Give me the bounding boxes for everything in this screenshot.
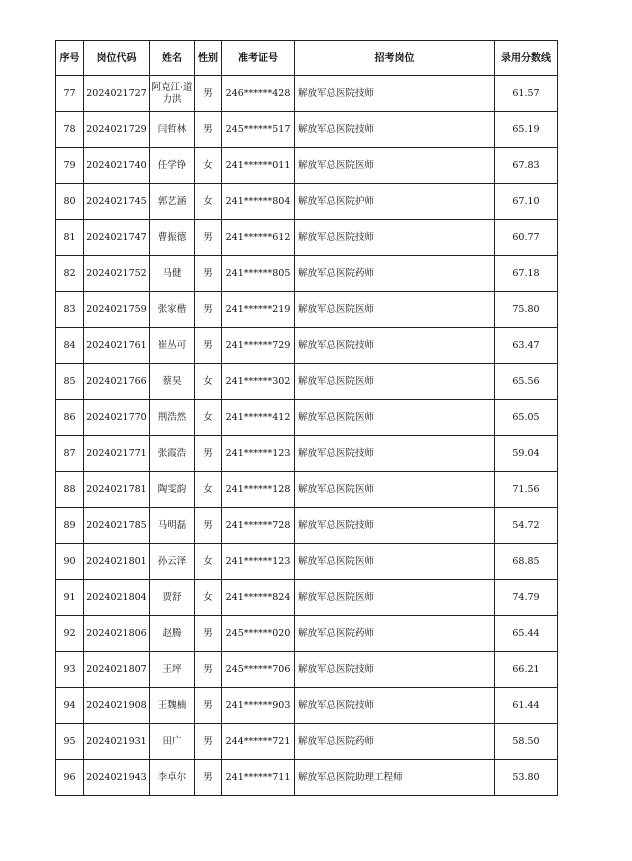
table-row	[56, 688, 558, 724]
gender-cell: 男	[195, 508, 222, 544]
recruitment-post-cell: 解放军总医院护师	[295, 184, 495, 220]
serial-number-cell: 92	[56, 616, 84, 652]
gender-cell: 女	[195, 400, 222, 436]
name-cell: 任学铮	[150, 148, 195, 184]
name-cell: 郭艺涵	[150, 184, 195, 220]
exam-number-cell: 241******729	[222, 328, 295, 364]
gender-cell: 男	[195, 760, 222, 796]
exam-number-cell: 241******302	[222, 364, 295, 400]
position-code-cell: 2024021943	[84, 760, 150, 796]
position-code-cell: 2024021771	[84, 436, 150, 472]
table-row	[56, 508, 558, 544]
name-cell: 张霞浩	[150, 436, 195, 472]
table-row	[56, 652, 558, 688]
position-code-cell: 2024021752	[84, 256, 150, 292]
table-row	[56, 616, 558, 652]
recruitment-post-cell: 解放军总医院技师	[295, 220, 495, 256]
position-code-cell: 2024021806	[84, 616, 150, 652]
exam-number-cell: 246******428	[222, 76, 295, 112]
serial-number-cell: 88	[56, 472, 84, 508]
table-row	[56, 436, 558, 472]
gender-cell: 女	[195, 544, 222, 580]
position-code-cell: 2024021770	[84, 400, 150, 436]
recruitment-post-cell: 解放军总医院医师	[295, 292, 495, 328]
recruitment-post-cell: 解放军总医院医师	[295, 148, 495, 184]
header-gender: 性别	[195, 41, 222, 76]
gender-cell: 男	[195, 292, 222, 328]
cutoff-score-cell: 75.80	[495, 292, 558, 328]
cutoff-score-cell: 71.56	[495, 472, 558, 508]
table-row	[56, 292, 558, 328]
serial-number-cell: 81	[56, 220, 84, 256]
serial-number-cell: 85	[56, 364, 84, 400]
recruitment-post-cell: 解放军总医院技师	[295, 436, 495, 472]
table-body	[56, 76, 558, 796]
recruitment-post-cell: 解放军总医院技师	[295, 652, 495, 688]
position-code-cell: 2024021727	[84, 76, 150, 112]
cutoff-score-cell: 61.57	[495, 76, 558, 112]
name-cell: 张家楷	[150, 292, 195, 328]
gender-cell: 男	[195, 436, 222, 472]
gender-cell: 男	[195, 256, 222, 292]
name-cell: 贾舒	[150, 580, 195, 616]
cutoff-score-cell: 58.50	[495, 724, 558, 760]
cutoff-score-cell: 60.77	[495, 220, 558, 256]
name-cell: 荆浩然	[150, 400, 195, 436]
name-cell: 马健	[150, 256, 195, 292]
header-row	[56, 41, 558, 76]
exam-number-cell: 241******804	[222, 184, 295, 220]
table-row	[56, 148, 558, 184]
recruitment-post-cell: 解放军总医院技师	[295, 76, 495, 112]
recruitment-post-cell: 解放军总医院技师	[295, 688, 495, 724]
exam-number-cell: 241******824	[222, 580, 295, 616]
serial-number-cell: 86	[56, 400, 84, 436]
serial-number-cell: 94	[56, 688, 84, 724]
position-code-cell: 2024021747	[84, 220, 150, 256]
name-cell: 闫哲林	[150, 112, 195, 148]
name-cell: 王坪	[150, 652, 195, 688]
serial-number-cell: 93	[56, 652, 84, 688]
gender-cell: 男	[195, 220, 222, 256]
exam-number-cell: 245******517	[222, 112, 295, 148]
position-code-cell: 2024021759	[84, 292, 150, 328]
table-row	[56, 112, 558, 148]
table-row	[56, 256, 558, 292]
exam-number-cell: 245******020	[222, 616, 295, 652]
cutoff-score-cell: 59.04	[495, 436, 558, 472]
gender-cell: 女	[195, 580, 222, 616]
gender-cell: 男	[195, 616, 222, 652]
gender-cell: 男	[195, 724, 222, 760]
gender-cell: 男	[195, 76, 222, 112]
table-row	[56, 184, 558, 220]
exam-number-cell: 241******123	[222, 544, 295, 580]
recruitment-post-cell: 解放军总医院技师	[295, 112, 495, 148]
exam-number-cell: 241******123	[222, 436, 295, 472]
serial-number-cell: 78	[56, 112, 84, 148]
table-row	[56, 76, 558, 112]
position-code-cell: 2024021745	[84, 184, 150, 220]
cutoff-score-cell: 65.19	[495, 112, 558, 148]
cutoff-score-cell: 65.44	[495, 616, 558, 652]
position-code-cell: 2024021785	[84, 508, 150, 544]
recruitment-post-cell: 解放军总医院技师	[295, 328, 495, 364]
header-name: 姓名	[150, 41, 195, 76]
name-cell: 孙云泽	[150, 544, 195, 580]
name-cell: 阿克江·道力洪	[150, 76, 195, 112]
serial-number-cell: 82	[56, 256, 84, 292]
cutoff-score-cell: 68.85	[495, 544, 558, 580]
name-cell: 王魏楠	[150, 688, 195, 724]
recruitment-post-cell: 解放军总医院医师	[295, 472, 495, 508]
position-code-cell: 2024021908	[84, 688, 150, 724]
serial-number-cell: 83	[56, 292, 84, 328]
exam-number-cell: 241******728	[222, 508, 295, 544]
exam-number-cell: 244******721	[222, 724, 295, 760]
recruitment-post-cell: 解放军总医院医师	[295, 580, 495, 616]
cutoff-score-cell: 67.10	[495, 184, 558, 220]
position-code-cell: 2024021740	[84, 148, 150, 184]
exam-number-cell: 241******805	[222, 256, 295, 292]
recruitment-post-cell: 解放军总医院医师	[295, 544, 495, 580]
serial-number-cell: 91	[56, 580, 84, 616]
recruitment-post-cell: 解放军总医院助理工程师	[295, 760, 495, 796]
position-code-cell: 2024021801	[84, 544, 150, 580]
gender-cell: 男	[195, 328, 222, 364]
serial-number-cell: 79	[56, 148, 84, 184]
gender-cell: 女	[195, 148, 222, 184]
table-row	[56, 472, 558, 508]
table-row	[56, 328, 558, 364]
serial-number-cell: 84	[56, 328, 84, 364]
cutoff-score-cell: 74.79	[495, 580, 558, 616]
exam-number-cell: 241******011	[222, 148, 295, 184]
name-cell: 崔丛可	[150, 328, 195, 364]
cutoff-score-cell: 53.80	[495, 760, 558, 796]
serial-number-cell: 87	[56, 436, 84, 472]
exam-number-cell: 241******412	[222, 400, 295, 436]
header-exam-number: 准考证号	[222, 41, 295, 76]
serial-number-cell: 89	[56, 508, 84, 544]
position-code-cell: 2024021931	[84, 724, 150, 760]
position-code-cell: 2024021807	[84, 652, 150, 688]
recruitment-post-cell: 解放军总医院技师	[295, 508, 495, 544]
recruitment-post-cell: 解放军总医院医师	[295, 364, 495, 400]
gender-cell: 男	[195, 688, 222, 724]
position-code-cell: 2024021766	[84, 364, 150, 400]
header-position-code: 岗位代码	[84, 41, 150, 76]
gender-cell: 女	[195, 364, 222, 400]
exam-number-cell: 245******706	[222, 652, 295, 688]
serial-number-cell: 90	[56, 544, 84, 580]
position-code-cell: 2024021781	[84, 472, 150, 508]
table-row	[56, 364, 558, 400]
name-cell: 田广	[150, 724, 195, 760]
gender-cell: 女	[195, 472, 222, 508]
cutoff-score-cell: 54.72	[495, 508, 558, 544]
exam-number-cell: 241******711	[222, 760, 295, 796]
gender-cell: 男	[195, 652, 222, 688]
name-cell: 曹振德	[150, 220, 195, 256]
recruitment-post-cell: 解放军总医院药师	[295, 724, 495, 760]
table-row	[56, 220, 558, 256]
recruitment-post-cell: 解放军总医院医师	[295, 400, 495, 436]
admission-score-table	[55, 40, 558, 796]
name-cell: 陶雯韵	[150, 472, 195, 508]
exam-number-cell: 241******219	[222, 292, 295, 328]
serial-number-cell: 80	[56, 184, 84, 220]
recruitment-post-cell: 解放军总医院药师	[295, 256, 495, 292]
position-code-cell: 2024021804	[84, 580, 150, 616]
position-code-cell: 2024021729	[84, 112, 150, 148]
serial-number-cell: 95	[56, 724, 84, 760]
name-cell: 李卓尔	[150, 760, 195, 796]
cutoff-score-cell: 66.21	[495, 652, 558, 688]
cutoff-score-cell: 61.44	[495, 688, 558, 724]
serial-number-cell: 96	[56, 760, 84, 796]
recruitment-post-cell: 解放军总医院药师	[295, 616, 495, 652]
position-code-cell: 2024021761	[84, 328, 150, 364]
serial-number-cell: 77	[56, 76, 84, 112]
gender-cell: 男	[195, 112, 222, 148]
header-serial-number: 序号	[56, 41, 84, 76]
exam-number-cell: 241******612	[222, 220, 295, 256]
cutoff-score-cell: 67.18	[495, 256, 558, 292]
cutoff-score-cell: 65.56	[495, 364, 558, 400]
header-recruitment-post: 招考岗位	[295, 41, 495, 76]
cutoff-score-cell: 63.47	[495, 328, 558, 364]
table-row	[56, 724, 558, 760]
table-row	[56, 760, 558, 796]
table-row	[56, 400, 558, 436]
table-row	[56, 544, 558, 580]
cutoff-score-cell: 65.05	[495, 400, 558, 436]
table-row	[56, 580, 558, 616]
name-cell: 马明磊	[150, 508, 195, 544]
header-cutoff-score: 录用分数线	[495, 41, 558, 76]
gender-cell: 女	[195, 184, 222, 220]
exam-number-cell: 241******128	[222, 472, 295, 508]
cutoff-score-cell: 67.83	[495, 148, 558, 184]
name-cell: 蔡昊	[150, 364, 195, 400]
name-cell: 赵腾	[150, 616, 195, 652]
exam-number-cell: 241******903	[222, 688, 295, 724]
table-header	[56, 41, 558, 76]
